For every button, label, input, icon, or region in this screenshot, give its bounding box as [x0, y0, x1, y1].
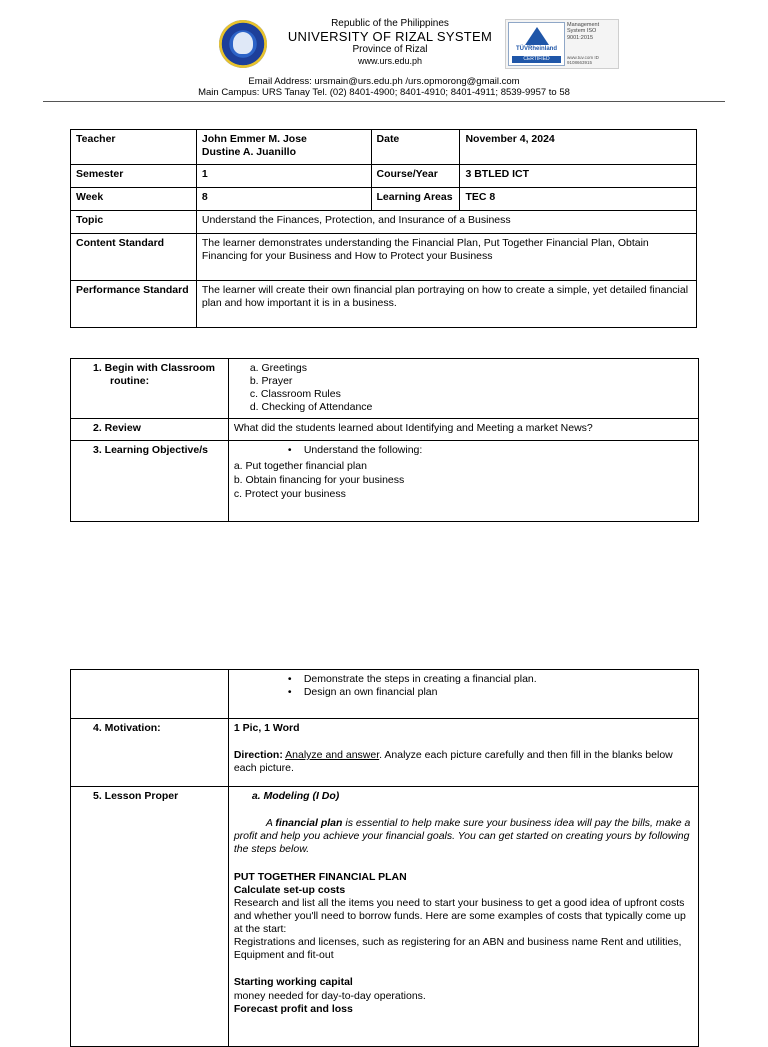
setup-costs-heading: Calculate set-up costs	[233, 883, 346, 896]
para-start: A	[265, 817, 276, 830]
blank-label-cell	[71, 670, 229, 719]
direction-link: Analyze and answer	[285, 749, 380, 762]
performance-standard-value: The learner will create their own financial plan portraying on how to create a simple, yet detailed financial plan and how important it is in a business.	[196, 281, 696, 328]
routine-label-line1: 1. Begin with Classroom	[93, 362, 215, 374]
areas-value: TEC 8	[460, 188, 697, 211]
financial-plan-paragraph	[234, 817, 693, 856]
course-value: 3 BTLED ICT	[460, 165, 697, 188]
info-table	[70, 129, 697, 328]
header-divider	[43, 101, 725, 102]
setup-costs-examples: Registrations and licenses, such as registering for an ABN and business name Rent and utilities, Equipment and fit-out	[233, 936, 682, 962]
para-rest: is essential to help make sure your business idea will pay the bills, make a profit and help you achieve your financial goals. You can get started on creating yours by following the steps below.	[233, 817, 691, 856]
week-value: 8	[196, 188, 371, 211]
website-line: www.urs.edu.ph	[357, 55, 423, 66]
tuv-logo-icon	[508, 22, 565, 66]
content-standard-value: The learner demonstrates understanding the Financial Plan, Put Together Financial Plan, Obtain Financing for your Business and How to Protect your Business	[196, 234, 696, 281]
review-label: 2. Review	[71, 419, 229, 441]
topic-value: Understand the Finances, Protection, and Insurance of a Business	[196, 211, 696, 234]
course-label: Course/Year	[371, 165, 460, 188]
direction-label: Direction:	[233, 749, 283, 762]
semester-label: Semester	[71, 165, 197, 188]
province-line: Province of Rizal	[352, 44, 428, 56]
routine-label	[71, 359, 229, 419]
objective-item: a. Put together financial plan	[233, 460, 367, 473]
working-capital-heading: Starting working capital	[233, 976, 353, 989]
objectives-intro: • Understand the following:	[304, 444, 693, 457]
direction-text: . Analyze each picture carefully and then fill in the blanks below each picture.	[233, 749, 673, 775]
objective-continued-item: • Demonstrate the steps in creating a financial plan.	[304, 673, 693, 686]
iso-certification-badge	[505, 19, 619, 69]
routine-items	[228, 359, 698, 419]
routine-item: a. Greetings	[249, 362, 308, 374]
letterhead	[0, 18, 768, 68]
motivation-direction	[234, 749, 693, 775]
objective-item: c. Protect your business	[233, 488, 346, 501]
objectives-content	[228, 441, 698, 522]
objective-item: b. Obtain financing for your business	[233, 474, 405, 487]
semester-value: 1	[196, 165, 371, 188]
cert-label: CERTIFIED	[512, 56, 561, 63]
email-line: Email Address: ursmain@urs.edu.ph /urs.opmorong@gmail.com	[248, 76, 520, 87]
university-name: UNIVERSITY OF RIZAL SYSTEM	[287, 28, 493, 44]
plan-table-continued	[70, 669, 699, 1047]
routine-item: d. Checking of Attendance	[249, 401, 373, 414]
motivation-content	[228, 719, 698, 787]
setup-costs-text: Research and list all the items you need to start your business to get a good idea of upfront costs and whether you'll need to borrow funds. Here are some examples of costs that typically come up at the start:	[233, 896, 686, 935]
university-seal-icon	[219, 20, 267, 68]
modeling-heading: a. Modeling (I Do)	[251, 790, 340, 802]
teacher-label: Teacher	[71, 130, 197, 165]
campus-line: Main Campus: URS Tanay Tel. (02) 8401-4900; 8401-4910; 8401-4911; 8539-9957 to 58	[198, 87, 570, 99]
content-standard-label: Content Standard	[71, 234, 197, 281]
motivation-title: 1 Pic, 1 Word	[233, 722, 300, 734]
lesson-proper-content	[228, 787, 698, 1047]
country-line: Republic of the Philippines	[331, 18, 449, 29]
review-value: What did the students learned about Identifying and Meeting a market News?	[228, 419, 698, 441]
date-value: November 4, 2024	[460, 130, 697, 165]
teacher-value	[196, 130, 371, 165]
performance-standard-label: Performance Standard	[71, 281, 197, 328]
routine-label-line2: routine:	[110, 375, 150, 388]
plan-table	[70, 358, 699, 522]
objective-continued-item: • Design an own financial plan	[304, 686, 693, 699]
teacher-name-2: Dustine A. Juanillo	[201, 146, 296, 159]
motivation-label: 4. Motivation:	[71, 719, 229, 787]
routine-item: b. Prayer	[249, 375, 293, 388]
cert-web: www.tuv.com ID 9108663915	[567, 55, 599, 65]
week-label: Week	[71, 188, 197, 211]
routine-item: c. Classroom Rules	[249, 388, 341, 401]
objectives-continued	[228, 670, 698, 719]
topic-label: Topic	[71, 211, 197, 234]
letterhead-text	[270, 18, 510, 66]
working-capital-text: money needed for day-to-day operations.	[233, 989, 426, 1002]
date-label: Date	[371, 130, 460, 165]
lesson-proper-label: 5. Lesson Proper	[71, 787, 229, 1047]
objectives-label: 3. Learning Objective/s	[71, 441, 229, 522]
teacher-name-1: John Emmer M. Jose	[201, 133, 307, 145]
areas-label: Learning Areas	[371, 188, 460, 211]
cert-brand: TÜVRheinland	[515, 46, 557, 52]
para-bold: financial plan	[275, 817, 343, 830]
forecast-heading: Forecast profit and loss	[233, 1002, 353, 1015]
contact-info	[0, 76, 768, 99]
cert-ms: Management System ISO 9001:2015	[567, 22, 600, 41]
put-together-heading: PUT TOGETHER FINANCIAL PLAN	[233, 870, 407, 883]
